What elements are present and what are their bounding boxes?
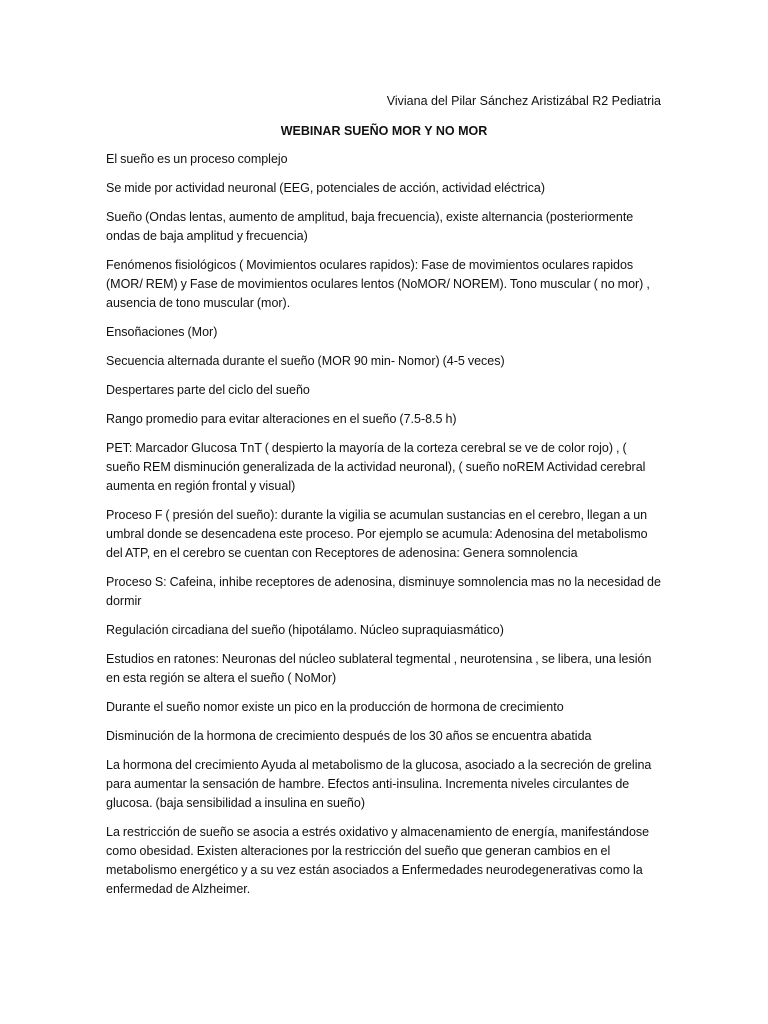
paragraph: Proceso F ( presión del sueño): durante la vigilia se acumulan sustancias en el cerebro, llegan a un umbral donde se desencadena este proceso. Por ejemplo se acumula: Adenosina del metabolismo del ATP, en el cerebro se cuentan con Receptores de adenosina: Genera somnolencia <box>106 508 648 560</box>
paragraph: Disminución de la hormona de crecimiento después de los 30 años se encuentra abatida <box>106 729 592 743</box>
paragraph: La hormona del crecimiento Ayuda al metabolismo de la glucosa, asociado a la secreción de grelina para aumentar la sensación de hambre. Efectos anti-insulina. Incrementa niveles circulantes de glucosa. (baja sensibilidad a insulina en sueño) <box>106 758 652 810</box>
paragraph: Proceso S: Cafeina, inhibe receptores de adenosina, disminuye somnolencia mas no la necesidad de dormir <box>106 575 661 608</box>
paragraph: PET: Marcador Glucosa TnT ( despierto la mayoría de la corteza cerebral se ve de color rojo) , ( sueño REM disminución generalizada de la actividad neuronal), ( sueño noREM Actividad cerebral aumenta en región frontal y visual) <box>106 441 646 493</box>
document-title: WEBINAR SUEÑO MOR Y NO MOR <box>280 124 488 138</box>
paragraph: Secuencia alternada durante el sueño (MOR 90 min- Nomor) (4-5 veces) <box>106 354 505 368</box>
paragraph: Ensoñaciones (Mor) <box>106 325 218 339</box>
paragraph: Se mide por actividad neuronal (EEG, potenciales de acción, actividad eléctrica) <box>106 181 545 195</box>
paragraph: Fenómenos fisiológicos ( Movimientos oculares rapidos): Fase de movimientos oculares rapidos (MOR/ REM) y Fase de movimientos oculares lentos (NoMOR/ NOREM). Tono muscular ( no mor) , ausencia de tono muscular (mor). <box>106 258 650 310</box>
paragraph: Durante el sueño nomor existe un pico en la producción de hormona de crecimiento <box>106 700 564 714</box>
paragraph: La restricción de sueño se asocia a estrés oxidativo y almacenamiento de energía, manifestándose como obesidad. Existen alteraciones por la restricción del sueño que generan cambios en el metabolismo energético y a su vez están asociados a Enfermedades neurodegenerativas como la enfermedad de Alzheimer. <box>106 825 650 896</box>
paragraph: Estudios en ratones: Neuronas del núcleo sublateral tegmental , neurotensina , se libera, una lesión en esta región se altera el sueño ( NoMor) <box>106 652 652 685</box>
paragraph: El sueño es un proceso complejo <box>106 152 288 166</box>
paragraph: Rango promedio para evitar alteraciones en el sueño (7.5-8.5 h) <box>106 412 457 426</box>
paragraph: Despertares parte del ciclo del sueño <box>106 383 310 397</box>
author-line: Viviana del Pilar Sánchez Aristizábal R2 Pediatria <box>386 94 661 108</box>
paragraph: Sueño (Ondas lentas, aumento de amplitud, baja frecuencia), existe alternancia (posteriormente ondas de baja amplitud y frecuencia) <box>106 210 634 243</box>
document-body <box>106 150 662 909</box>
paragraph: Regulación circadiana del sueño (hipotálamo. Núcleo supraquiasmático) <box>106 623 504 637</box>
